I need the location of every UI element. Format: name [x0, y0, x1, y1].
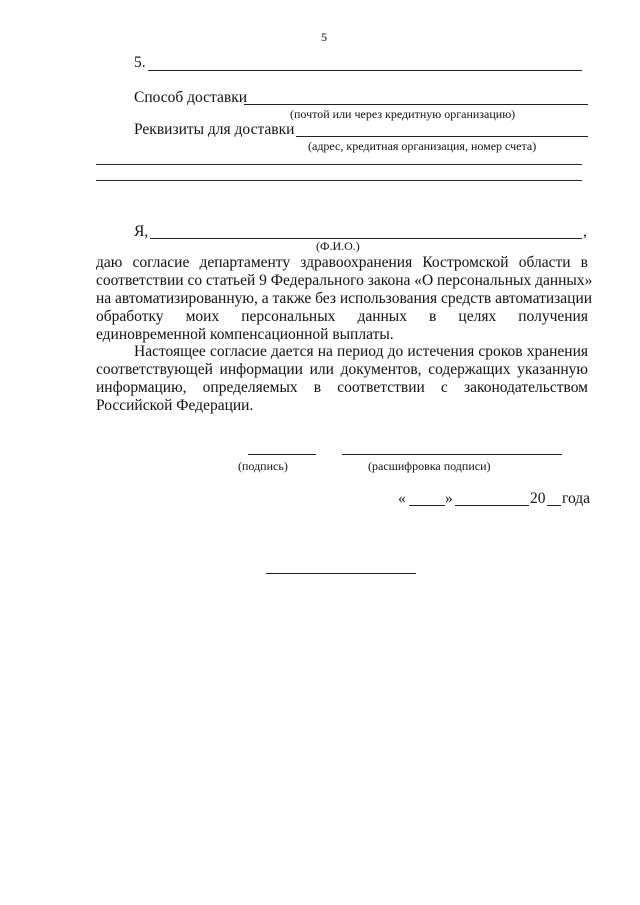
fio-comma: ,: [583, 223, 587, 240]
date-month-input-line[interactable]: [455, 505, 529, 506]
signature-decoding-input-line[interactable]: [342, 454, 562, 455]
signature-decoding-hint: (расшифровка подписи): [368, 459, 491, 473]
consent-i-label: Я,: [134, 223, 149, 240]
delivery-details-hint: (адрес, кредитная организация, номер счета): [308, 139, 537, 153]
consent-paragraph-2-line-1: Настоящее согласие дается на период до истечения сроков хранения: [134, 343, 588, 360]
delivery-method-input-line[interactable]: [244, 104, 588, 105]
consent-paragraph-2-line-3: информацию, определяемых в соответствии с законодательством: [96, 379, 588, 396]
page-number: 5: [321, 30, 327, 44]
date-year-prefix: 20: [530, 490, 546, 507]
item-number: 5.: [134, 54, 146, 71]
fio-hint: (Ф.И.О.): [316, 239, 360, 253]
date-year-suffix: года: [562, 490, 591, 507]
consent-paragraph-2-line-2: соответствующей информации или документов, содержащих указанную: [96, 361, 588, 378]
consent-paragraph-1-line-2: соответствии со статьей 9 Федерального закона «О персональных данных»: [96, 272, 593, 289]
consent-paragraph-1-line-5: единовременной компенсационной выплаты.: [96, 326, 394, 343]
consent-paragraph-2-line-4: Российской Федерации.: [96, 397, 254, 414]
consent-paragraph-1-line-4: обработку моих персональных данных в целях получения: [96, 308, 588, 325]
signature-input-line[interactable]: [248, 454, 316, 455]
date-close-quote: »: [445, 490, 453, 507]
delivery-details-input-line[interactable]: [296, 136, 588, 137]
consent-paragraph-1-line-1: даю согласие департаменту здравоохранения Костромской области в: [96, 254, 588, 271]
delivery-details-line-2[interactable]: [96, 164, 582, 165]
date-open-quote: «: [398, 490, 406, 507]
closing-separator-line: [266, 573, 416, 574]
date-day-input-line[interactable]: [409, 505, 445, 506]
date-year-input-line[interactable]: [547, 505, 561, 506]
signature-hint: (подпись): [238, 459, 288, 473]
delivery-method-label: Способ доставки: [134, 89, 248, 106]
item-5-input-line[interactable]: [148, 70, 582, 71]
delivery-details-line-3[interactable]: [96, 180, 582, 181]
consent-paragraph-1-line-3: на автоматизированную, а также без использования средств автоматизации: [96, 290, 593, 307]
delivery-method-hint: (почтой или через кредитную организацию): [290, 107, 516, 121]
delivery-details-label: Реквизиты для доставки: [134, 121, 295, 138]
fio-input-line[interactable]: [150, 238, 582, 239]
